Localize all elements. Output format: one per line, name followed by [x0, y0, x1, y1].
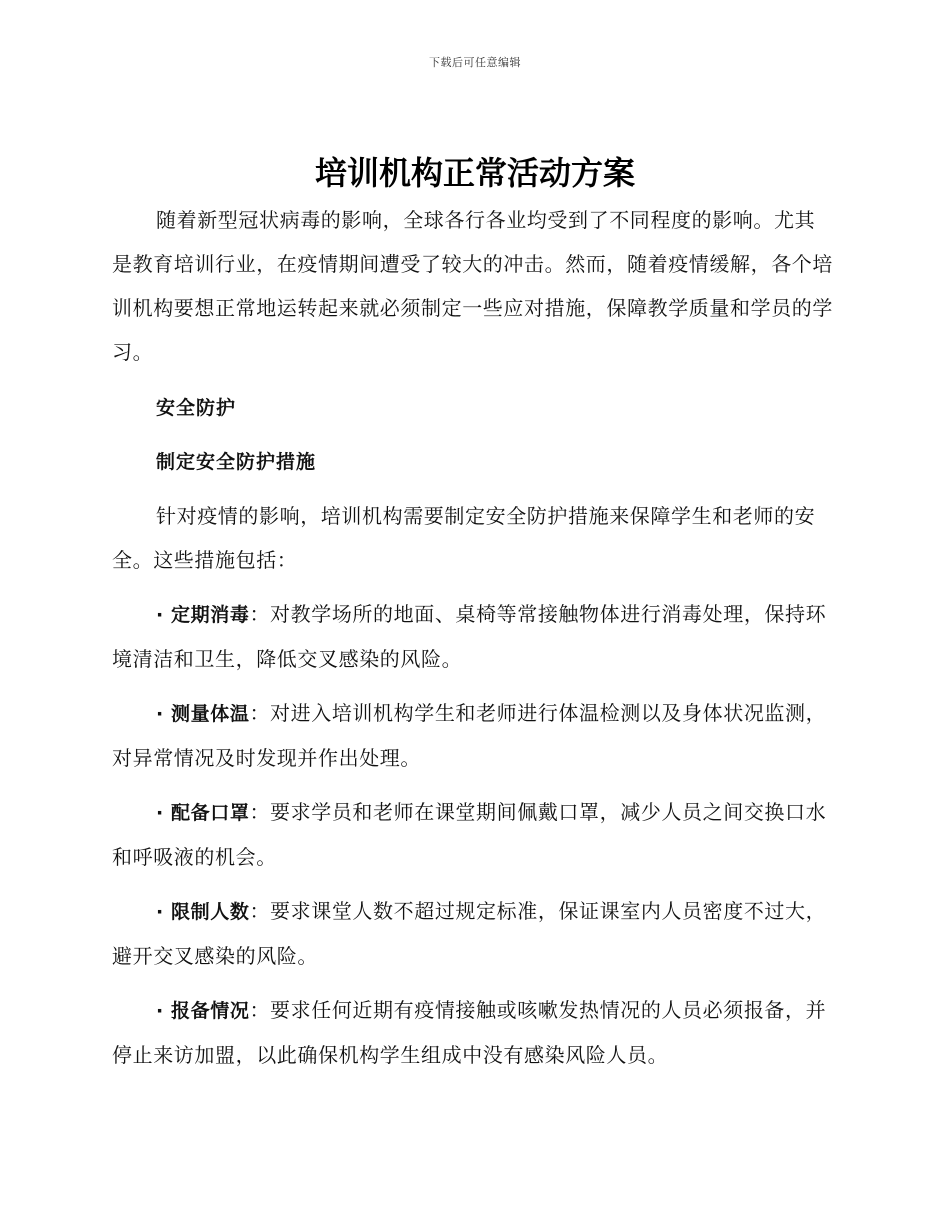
subsection-heading: 制定安全防护措施: [156, 451, 317, 473]
list-item-term: · 配备口罩: [156, 802, 250, 824]
list-item: [112, 790, 834, 879]
list-item: [112, 592, 834, 681]
list-item-term: · 测量体温: [156, 703, 250, 725]
header-note: 下载后可任意编辑: [429, 56, 521, 69]
list-item: [112, 889, 834, 978]
list-item-text: ：对教学场所的地面、桌椅等常接触物体进行消毒处理，保持环境清洁和卫生，降低交叉感染的风险。: [112, 602, 827, 671]
list-item-term: · 限制人数: [156, 901, 250, 923]
list-item-text: ：要求学员和老师在课堂期间佩戴口罩，减少人员之间交换口水和呼吸液的机会。: [112, 800, 827, 869]
section-intro-paragraph: 针对疫情的影响，培训机构需要制定安全防护措施来保障学生和老师的安全。这些措施包括：: [112, 504, 816, 572]
list-item-term: · 定期消毒: [156, 604, 250, 626]
intro-paragraph: 随着新型冠状病毒的影响，全球各行各业均受到了不同程度的影响。尤其是教育培训行业，在疫情期间遭受了较大的冲击。然而，随着疫情缓解，各个培训机构要想正常地运转起来就必须制定一些应对措施，保障教学质量和学员的学习。: [112, 208, 833, 364]
document-title: 培训机构正常活动方案: [314, 154, 635, 192]
list-item-text: ：对进入培训机构学生和老师进行体温检测以及身体状况监测，对异常情况及时发现并作出处理。: [112, 701, 827, 770]
list-item: [112, 988, 834, 1077]
list-item: [112, 691, 834, 780]
list-item-text: ：要求任何近期有疫情接触或咳嗽发热情况的人员必须报备，并停止来访加盟，以此确保机构学生组成中没有感染风险人员。: [112, 998, 827, 1067]
document-body: [112, 198, 834, 1077]
list-item-text: ：要求课堂人数不超过规定标准，保证课室内人员密度不过大，避开交叉感染的风险。: [112, 899, 827, 968]
list-item-term: · 报备情况: [156, 1000, 250, 1022]
section-heading: 安全防护: [156, 397, 237, 419]
